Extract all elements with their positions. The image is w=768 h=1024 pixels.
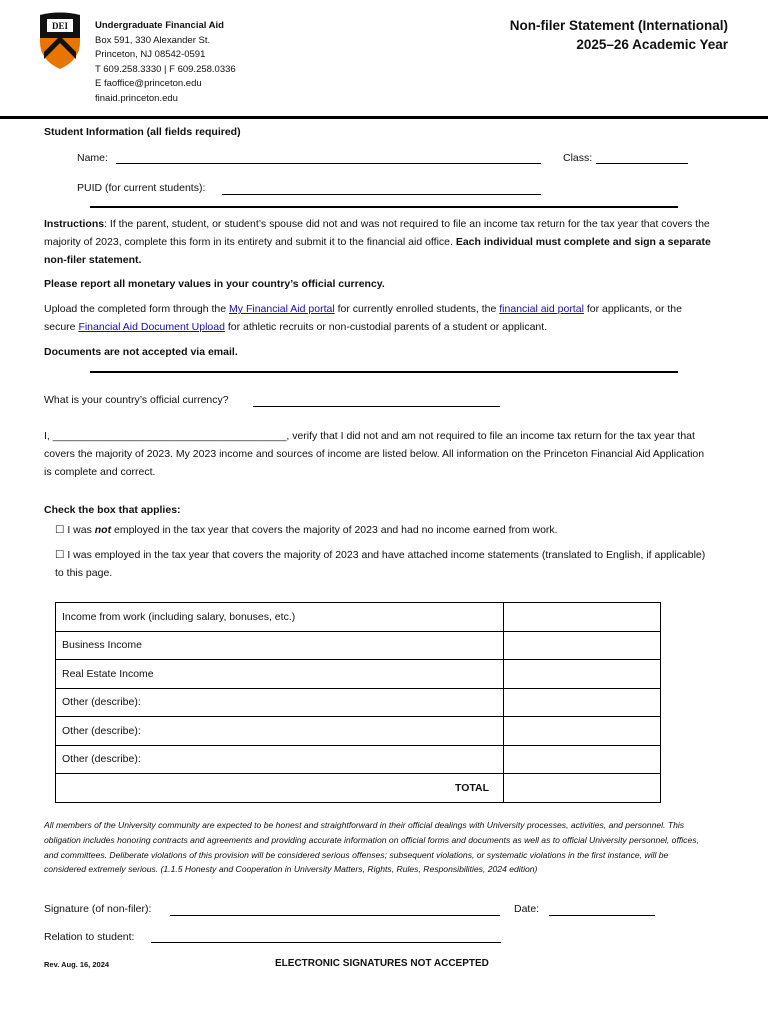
upload-text-2: for currently enrolled students, the (334, 303, 500, 315)
form-title (510, 16, 728, 54)
relation-field[interactable] (151, 942, 501, 943)
option-1-not: not (94, 524, 112, 536)
name-label: Name: (77, 152, 108, 164)
relation-label: Relation to student: (44, 931, 135, 943)
option-2-text: I was employed in the tax year that covers the majority of 2023 and have attached income statements (translated to English, if applicable) to this page. (55, 549, 706, 579)
date-field[interactable] (549, 915, 655, 916)
check-heading: Check the box that applies: (44, 504, 181, 516)
puid-field[interactable] (222, 194, 541, 195)
signature-field[interactable] (170, 915, 500, 916)
instructions-text: : If the parent, student, or student’s spouse did not and was not required to file an income tax return for the tax year that covers the majority of 2023, complete this form in its entirety and submit it to the financial aid office. (44, 218, 710, 248)
my-financial-aid-portal-link[interactable]: My Financial Aid portal (229, 303, 335, 315)
income-label: Other (describe): (56, 688, 504, 717)
university-shield-logo (38, 12, 82, 70)
email-address: E faoffice@princeton.edu (95, 78, 202, 90)
website: finaid.princeton.edu (95, 92, 178, 104)
phone-fax: T 609.258.3330 | F 609.258.0336 (95, 63, 236, 75)
verify-prefix: I, (44, 430, 53, 442)
currency-field[interactable] (253, 406, 500, 407)
table-row-total (56, 774, 661, 803)
income-amount-cell[interactable] (504, 717, 661, 746)
income-label: Other (describe): (56, 745, 504, 774)
office-name: Undergraduate Financial Aid (95, 20, 224, 31)
table-row (56, 603, 661, 632)
option-1-pre: I was (64, 524, 95, 536)
instructions-bold-tail: Each individual must complete and sign a separate non-filer statement. (44, 236, 711, 266)
checkbox-employed[interactable]: ☐ (55, 549, 65, 561)
verify-name-blank[interactable]: ________________________________________ (52, 430, 287, 442)
form-title-line-2: 2025–26 Academic Year (576, 37, 728, 52)
option-not-employed (55, 521, 715, 539)
option-employed (55, 546, 715, 582)
total-amount-cell[interactable] (504, 774, 661, 803)
no-email-note: Documents are not accepted via email. (44, 346, 238, 358)
date-label: Date: (514, 903, 540, 915)
upload-text-4: for athletic recruits or non-custodial parents of a student or applicant. (224, 321, 548, 333)
income-label: Real Estate Income (56, 660, 504, 689)
puid-label: PUID (for current students): (77, 182, 206, 194)
income-table (55, 602, 661, 803)
table-row (56, 631, 661, 660)
class-label: Class: (563, 152, 593, 164)
total-label: TOTAL (56, 774, 504, 803)
form-title-line-1: Non-filer Statement (International) (509, 18, 728, 33)
table-row (56, 660, 661, 689)
electronic-signature-notice: ELECTRONIC SIGNATURES NOT ACCEPTED (275, 958, 489, 969)
section-divider-2 (90, 371, 678, 373)
income-amount-cell[interactable] (504, 631, 661, 660)
table-row (56, 745, 661, 774)
verification-statement (44, 427, 714, 481)
option-1-post: employed in the tax year that covers the majority of 2023 and had no income earned from work. (111, 524, 558, 536)
honesty-policy-text: All members of the University community are expected to be honest and straightforward in their official dealings with University processes, activities, and personnel. This obligation includes honoring contracts and agreements and providing accurate information on official forms and documents as well as to official University personnel, offices, and committees. Deliberate violations of this provision will be considered serious offenses; subsequent violations, or systematic violations in the first instance, will be considered extremely serious. (1.1.5 Honesty and Cooperation in University Matters, Rights, Rules, Responsibilities, 2024 edition) (44, 820, 699, 875)
revision-date: Rev. Aug. 16, 2024 (44, 960, 110, 969)
income-label: Business Income (56, 631, 504, 660)
office-address-block (95, 19, 236, 107)
student-info-heading: Student Information (all fields required) (44, 126, 241, 138)
income-amount-cell[interactable] (504, 745, 661, 774)
income-label: Other (describe): (56, 717, 504, 746)
verify-text: , verify that I did not and am not required to file an income tax return for the tax year that covers the majority of 2023. My 2023 income and sources of income are listed below. All information on the Princeton Financial Aid Application is complete and correct. (44, 430, 705, 478)
header-divider (0, 116, 768, 119)
upload-text-3: for applicants, or the secure (44, 303, 682, 333)
document-upload-link[interactable]: Financial Aid Document Upload (78, 321, 225, 333)
upload-paragraph (44, 300, 714, 336)
address-line-2: Princeton, NJ 08542-0591 (95, 49, 206, 61)
income-label: Income from work (including salary, bonuses, etc.) (56, 603, 504, 632)
class-field[interactable] (596, 163, 688, 164)
checkbox-not-employed[interactable]: ☐ (55, 524, 65, 536)
section-divider-1 (90, 206, 678, 208)
table-row (56, 717, 661, 746)
signature-label: Signature (of non-filer): (44, 903, 152, 915)
financial-aid-portal-link[interactable]: financial aid portal (499, 303, 584, 315)
address-line-1: Box 591, 330 Alexander St. (95, 34, 211, 46)
income-amount-cell[interactable] (504, 688, 661, 717)
instructions-paragraph (44, 215, 714, 269)
income-amount-cell[interactable] (504, 660, 661, 689)
name-field[interactable] (116, 163, 541, 164)
currency-question: What is your country’s official currency? (44, 394, 229, 406)
instructions-lead: Instructions (44, 218, 105, 230)
svg-text:DEI: DEI (51, 21, 69, 31)
upload-text-1: Upload the completed form through the (44, 303, 230, 315)
table-row (56, 688, 661, 717)
currency-note: Please report all monetary values in your country’s official currency. (44, 278, 385, 290)
income-amount-cell[interactable] (504, 603, 661, 632)
